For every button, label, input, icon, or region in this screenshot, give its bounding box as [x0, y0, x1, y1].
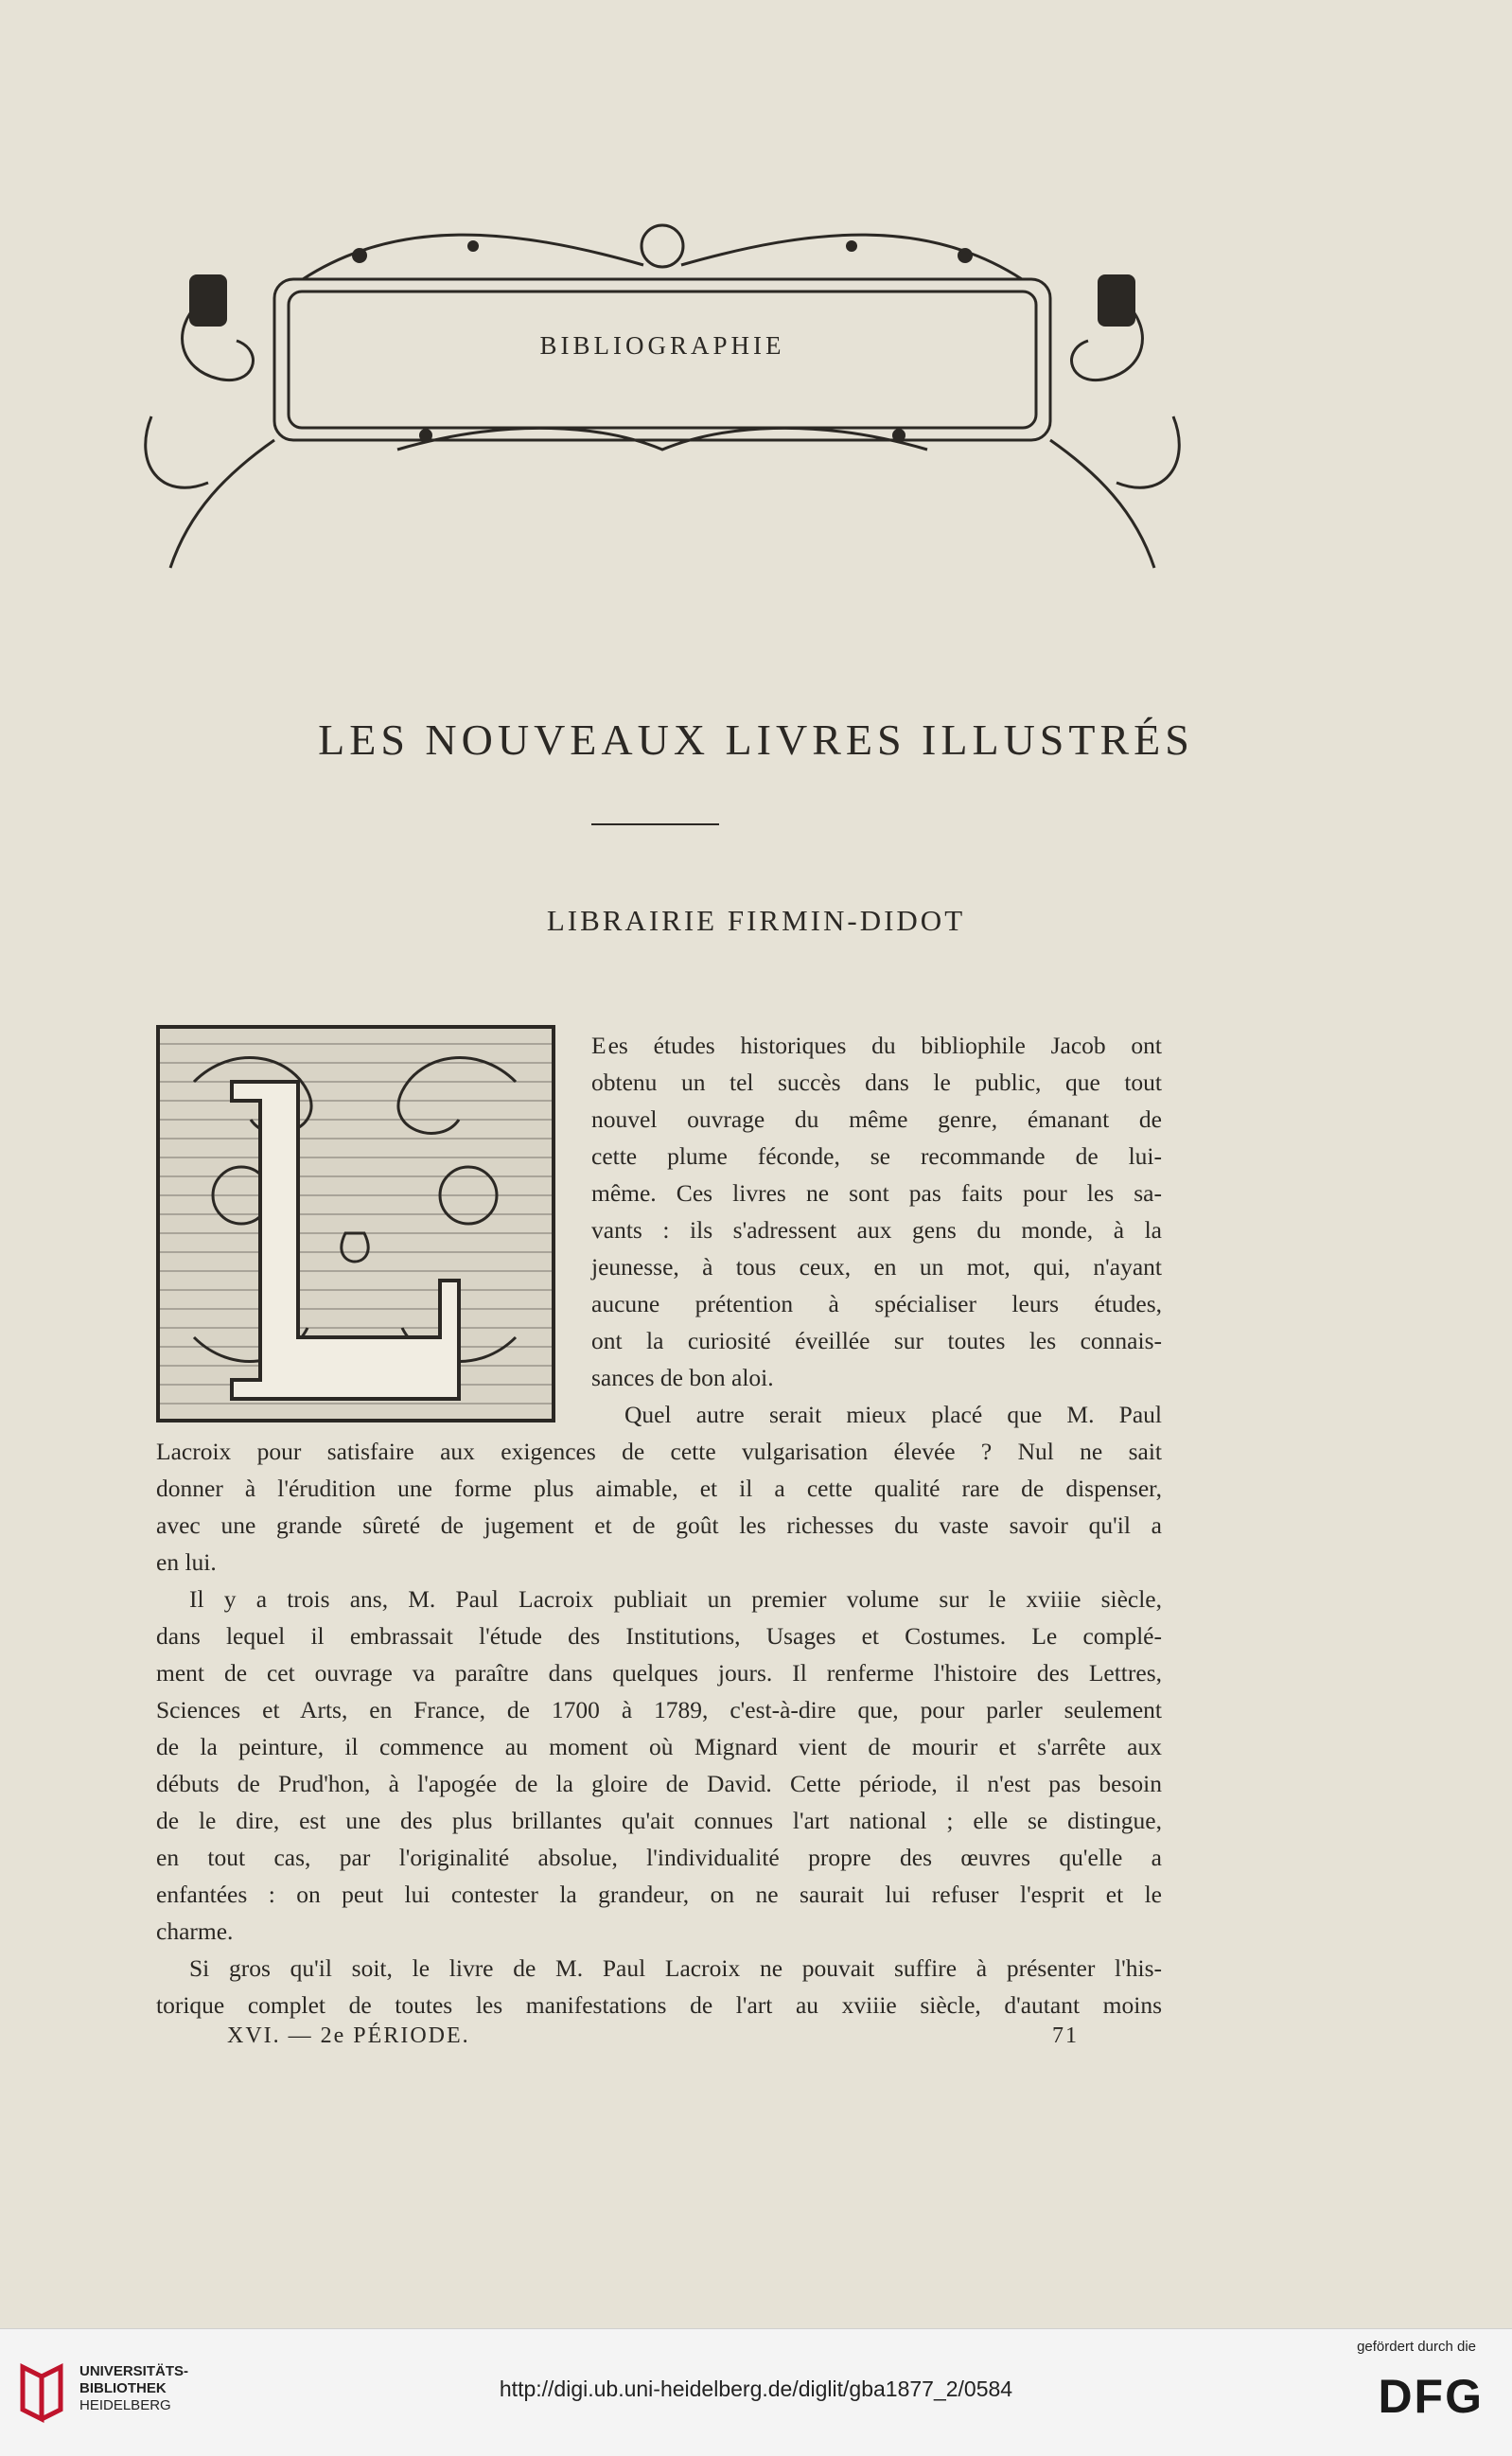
body-line: ment de cet ouvrage va paraître dans quelques jours. Il renferme l'histoire des Lettres,	[156, 1659, 1162, 1687]
viewer-footer-bar	[0, 2328, 1512, 2456]
body-line: ont la curiosité éveillée sur toutes les connais-	[591, 1327, 1162, 1354]
body-line: aucune prétention à spécialiser leurs études,	[591, 1290, 1162, 1317]
body-line: de la peinture, il commence au moment où Mignard vient de mourir et s'arrête aux	[156, 1733, 1162, 1760]
body-line: torique complet de toutes les manifestations de l'art au xviiie siècle, d'autant moins	[156, 1991, 1162, 2019]
volume-signature: XVI. — 2e PÉRIODE.	[227, 2023, 470, 2048]
body-line: Si gros qu'il soit, le livre de M. Paul Lacroix ne pouvait suffire à présenter l'his-	[189, 1954, 1162, 1982]
article-title: LES NOUVEAUX LIVRES ILLUSTRÉS	[318, 716, 1194, 764]
body-line: en lui.	[156, 1548, 217, 1576]
body-line: jeunesse, à tous ceux, en un mot, qui, n'ayant	[591, 1253, 1162, 1281]
body-line: de le dire, est une des plus brillantes qu'ait connues l'art national ; elle se distingue,	[156, 1807, 1162, 1834]
body-line: même. Ces livres ne sont pas faits pour les sa-	[591, 1179, 1162, 1207]
article-body	[156, 1027, 1162, 2023]
library-name: UNIVERSITÄTS- BIBLIOTHEK HEIDELBERG	[79, 2363, 189, 2413]
dfg-logo: DFG	[1378, 2370, 1484, 2423]
body-line: dans lequel il embrassait l'étude des Institutions, Usages et Costumes. Le complé-	[156, 1622, 1162, 1650]
headpiece-ornament-icon	[114, 189, 1211, 606]
body-line: nouvel ouvrage du même genre, émanant de	[591, 1105, 1162, 1133]
body-line: Sciences et Arts, en France, de 1700 à 1789, c'est-à-dire que, pour parler seulement	[156, 1696, 1162, 1723]
body-line: Lacroix pour satisfaire aux exigences de cette vulgarisation élevée ? Nul ne sait	[156, 1438, 1162, 1465]
body-line: Il y a trois ans, M. Paul Lacroix publiait un premier volume sur le xviiie siècle,	[189, 1585, 1162, 1613]
body-line: charme.	[156, 1917, 234, 1945]
ornamental-headpiece	[114, 189, 1211, 606]
page-number: 71	[1052, 2023, 1079, 2048]
body-line: avec une grande sûreté de jugement et de goût les richesses du vaste savoir qu'il a	[156, 1511, 1162, 1539]
section-heading: BIBLIOGRAPHIE	[539, 331, 785, 360]
body-line: en tout cas, par l'originalité absolue, l'individualité propre des œuvres qu'elle a	[156, 1844, 1162, 1871]
body-line: donner à l'érudition une forme plus aimable, et il a cette qualité rare de dispenser,	[156, 1475, 1162, 1502]
funder-note: gefördert durch die	[1357, 2339, 1476, 2355]
body-line: Quel autre serait mieux placé que M. Paul	[624, 1401, 1162, 1428]
body-line: Ees études historiques du bibliophile Jacob ont	[591, 1032, 1162, 1059]
body-line: enfantées : on peut lui contester la grandeur, on ne saurait lui refuser l'esprit et le	[156, 1881, 1162, 1908]
body-line: obtenu un tel succès dans le public, que tout	[591, 1069, 1162, 1096]
body-line: sances de bon aloi.	[591, 1364, 774, 1391]
article-subtitle: LIBRAIRIE FIRMIN-DIDOT	[546, 904, 966, 937]
body-line: vants : ils s'adressent aux gens du monde, à la	[591, 1216, 1162, 1244]
body-line: cette plume féconde, se recommande de lui-	[591, 1142, 1162, 1170]
title-rule	[591, 823, 719, 825]
body-line: débuts de Prud'hon, à l'apogée de la gloire de David. Cette période, il n'est pas besoin	[156, 1770, 1162, 1797]
permalink-url[interactable]: http://digi.ub.uni-heidelberg.de/diglit/gba1877_2/0584	[499, 2376, 1013, 2401]
